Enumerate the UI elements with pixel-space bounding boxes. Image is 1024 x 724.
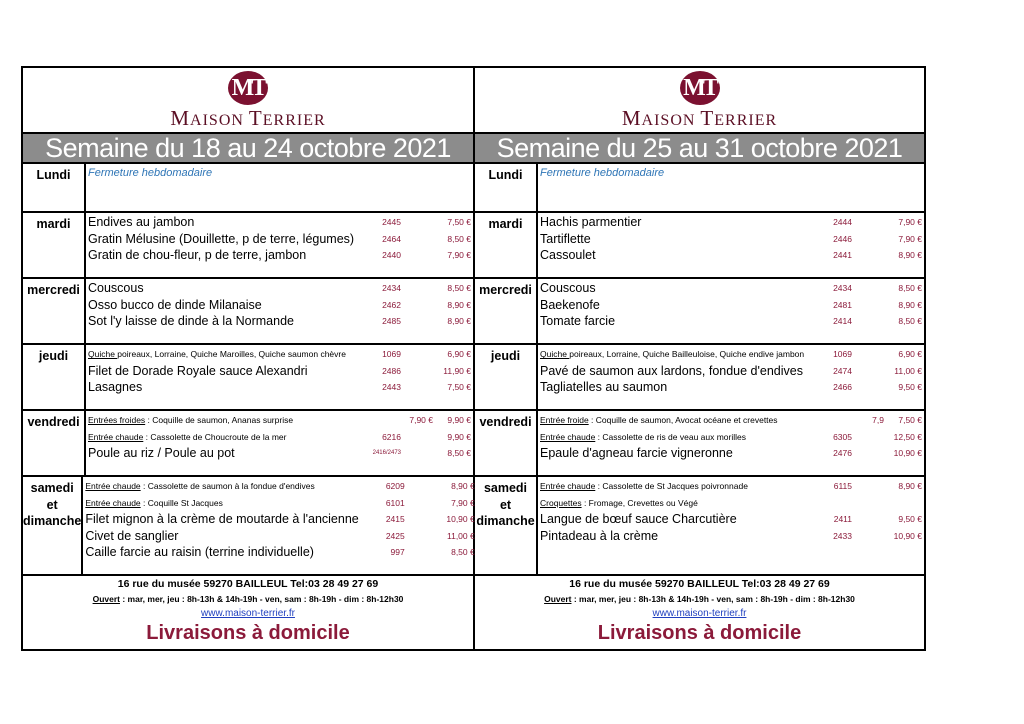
opening-hours	[23, 592, 473, 606]
day-block	[475, 164, 924, 213]
day-label-line: vendredi	[479, 415, 532, 429]
dish-list	[86, 411, 473, 475]
dish-name	[538, 232, 806, 246]
day-label-line: mercredi	[27, 283, 80, 297]
delivery-banner: Livraisons à domicile	[146, 622, 350, 644]
day-block	[23, 279, 473, 345]
dish-price: 9,90 €	[447, 431, 471, 442]
dish-list	[538, 477, 924, 574]
brand-name	[622, 106, 777, 131]
dish-code: 6101	[385, 497, 405, 508]
dish-row	[86, 445, 473, 462]
dish-code: 2434	[833, 283, 852, 294]
dish-name	[86, 446, 355, 460]
dish-name	[538, 432, 806, 442]
day-label	[23, 411, 86, 475]
dish-text: Tartiflette	[540, 231, 591, 246]
dish-text: Lasagnes	[88, 380, 143, 395]
day-label	[475, 411, 538, 475]
dish-price: 8,90 €	[898, 481, 922, 492]
dish-price: 8,50 €	[447, 283, 471, 294]
dish-row	[86, 379, 473, 396]
dish-text: : Cassolette de ris de veau aux morilles	[595, 431, 747, 442]
dish-price: 11,00 €	[894, 365, 922, 376]
dish-text: : Fromage, Crevettes ou Végé	[581, 497, 698, 508]
dish-list	[538, 279, 924, 343]
brand-name-part: M	[621, 106, 642, 130]
day-block	[23, 213, 473, 279]
dish-code: 2441	[833, 250, 852, 261]
dish-row	[86, 214, 473, 231]
day-block	[23, 477, 473, 576]
dish-price: 10,90 €	[893, 448, 922, 459]
dish-row	[83, 528, 476, 545]
dish-code: 6216	[382, 431, 401, 442]
dish-category: Entrée chaude	[540, 481, 596, 492]
dish-text: poireaux, Lorraine, Quiche Bailleuloise, Quiche endive jambon	[569, 349, 805, 360]
dish-price: 7,50 €	[447, 217, 471, 228]
day-label-line: mardi	[488, 217, 523, 231]
day-label	[23, 213, 86, 277]
dish-code: 6305	[833, 431, 852, 442]
week-title: Semaine du 18 au 24 octobre 2021	[23, 132, 473, 164]
dish-row	[86, 297, 473, 314]
dish-price: 7,90 €	[898, 217, 922, 228]
dish-name	[538, 529, 806, 543]
dish-code: 997	[390, 547, 405, 558]
dish-row	[86, 346, 473, 363]
dish-name	[538, 349, 806, 359]
dish-unit-price: 7,9	[872, 415, 884, 426]
logo-monogram: MT	[680, 71, 720, 105]
dish-code: 2462	[382, 299, 401, 310]
dish-row	[538, 478, 924, 495]
dish-price: 8,90 €	[447, 316, 471, 327]
dish-code: 2486	[382, 365, 401, 376]
brand-name-part: AISON	[641, 112, 701, 129]
dish-name	[538, 446, 806, 460]
dish-text: Poule au riz / Poule au pot	[88, 446, 235, 461]
dish-text: : Cassolette de Choucroute de la mer	[143, 431, 287, 442]
dish-code: 2414	[833, 316, 852, 327]
logo	[475, 68, 924, 132]
day-label-line: dimanche	[23, 514, 82, 528]
dish-code: 2440	[382, 250, 401, 261]
day-label	[475, 279, 538, 343]
website-link[interactable]: www.maison-terrier.fr	[201, 608, 295, 619]
dish-price: 6,90 €	[898, 349, 922, 360]
dish-row	[538, 528, 924, 545]
dish-row	[538, 247, 924, 264]
week-title: Semaine du 25 au 31 octobre 2021	[475, 132, 924, 164]
dish-name	[538, 415, 806, 425]
footer	[23, 576, 473, 645]
day-block	[475, 411, 924, 477]
dish-name	[538, 512, 806, 526]
dish-name	[83, 512, 358, 526]
dish-name	[86, 432, 355, 442]
dish-row	[538, 429, 924, 446]
dish-row	[538, 297, 924, 314]
dish-text: Baekenofe	[540, 297, 600, 312]
dish-name	[86, 364, 355, 378]
dish-list	[538, 164, 924, 211]
dish-name	[86, 415, 355, 425]
dish-text: Langue de bœuf sauce Charcutière	[540, 512, 737, 527]
dish-row	[538, 165, 924, 182]
dish-row	[538, 445, 924, 462]
dish-row	[538, 363, 924, 380]
day-block	[475, 345, 924, 411]
day-label	[475, 477, 538, 574]
dish-row	[83, 478, 476, 495]
dish-row	[86, 429, 473, 446]
dish-text: Gratin de chou-fleur, p de terre, jambon	[88, 248, 307, 263]
dish-text: Filet mignon à la crème de moutarde à l'ancienne	[85, 512, 359, 527]
dish-name	[538, 364, 806, 378]
dish-code: 2476	[833, 448, 852, 459]
dish-category: Entrée chaude	[540, 431, 596, 442]
dish-text: Couscous	[88, 281, 144, 296]
day-label-line: et	[499, 497, 512, 512]
dish-row	[83, 511, 476, 528]
dish-name	[86, 167, 355, 179]
dish-text: : Cassolette de St Jacques poivronnade	[595, 481, 748, 492]
logo	[23, 68, 473, 132]
dish-code: 2443	[382, 382, 401, 393]
dish-row	[538, 280, 924, 297]
dish-text: Fermeture hebdomadaire	[540, 167, 665, 180]
dish-row	[538, 214, 924, 231]
dish-list	[86, 345, 473, 409]
dish-name	[538, 281, 806, 295]
dish-text: Cassoulet	[540, 248, 596, 263]
dish-name	[538, 314, 806, 328]
dish-category: Entrée chaude	[85, 497, 141, 508]
dish-code: 6115	[833, 481, 852, 492]
hours-text: : mar, mer, jeu : 8h-13h & 14h-19h - ven, sam : 8h-19h - dim : 8h-12h30	[571, 594, 855, 604]
dish-code: 2416/2473	[372, 450, 401, 457]
dish-text: Civet de sanglier	[85, 528, 179, 543]
day-label	[23, 164, 86, 211]
dish-code: 2425	[385, 530, 405, 541]
dish-code: 2434	[382, 283, 401, 294]
dish-row	[83, 544, 476, 561]
dish-price: 11,00 €	[447, 530, 475, 541]
day-block	[475, 213, 924, 279]
website-link[interactable]: www.maison-terrier.fr	[652, 608, 747, 619]
brand-name-part: AISON	[190, 112, 249, 129]
dish-text: Couscous	[540, 281, 596, 296]
dish-text: Pintadeau à la crème	[540, 528, 659, 543]
dish-unit-price: 7,90 €	[409, 415, 433, 426]
address: 16 rue du musée 59270 BAILLEUL Tel:03 28 49 27 69	[117, 578, 379, 590]
dish-list	[86, 279, 473, 343]
dish-text: Osso bucco de dinde Milanaise	[88, 297, 262, 312]
brand-name	[170, 106, 325, 131]
dish-row	[86, 231, 473, 248]
dish-name	[83, 481, 358, 491]
delivery-banner: Livraisons à domicile	[597, 622, 802, 644]
dish-name	[538, 167, 806, 179]
dish-price: 8,90 €	[451, 481, 475, 492]
dish-name	[538, 498, 806, 508]
dish-row	[86, 247, 473, 264]
day-label-line: Lundi	[36, 168, 71, 182]
day-block	[23, 345, 473, 411]
dish-name	[86, 281, 355, 295]
dish-text: poireaux, Lorraine, Quiche Maroilles, Quiche saumon chèvre	[117, 349, 346, 360]
hours-text: : mar, mer, jeu : 8h-13h & 14h-19h - ven, sam : 8h-19h - dim : 8h-12h30	[119, 594, 404, 604]
dish-name	[86, 248, 355, 262]
dish-text: : Cassolette de saumon à la fondue d'endives	[140, 481, 315, 492]
dish-text: : Coquille de saumon, Avocat océane et crevettes	[588, 415, 778, 426]
footer	[475, 576, 924, 645]
dish-code: 2411	[833, 514, 852, 525]
dish-name	[538, 481, 806, 491]
dish-price: 7,50 €	[898, 415, 922, 426]
dish-price: 8,90 €	[898, 299, 922, 310]
dish-code: 2464	[382, 233, 401, 244]
dish-price: 9,50 €	[898, 514, 922, 525]
day-label-line: vendredi	[27, 415, 80, 429]
dish-row	[538, 379, 924, 396]
dish-text: Sot l'y laisse de dinde à la Normande	[88, 314, 294, 329]
dish-price: 8,50 €	[451, 547, 475, 558]
day-block	[475, 279, 924, 345]
dish-row	[86, 165, 473, 182]
dish-price: 9,90 €	[447, 415, 471, 426]
day-label-line: jeudi	[38, 349, 69, 363]
brand-name-part: T	[248, 106, 263, 130]
dish-text: Epaule d'agneau farcie vigneronne	[540, 446, 733, 461]
dish-price: 7,90 €	[898, 233, 922, 244]
week-panel	[475, 68, 924, 649]
dish-code: 2415	[385, 514, 405, 525]
dish-code: 2481	[833, 299, 852, 310]
dish-name	[83, 545, 358, 559]
dish-row	[86, 280, 473, 297]
brand-name-part: ERRIER	[262, 112, 326, 129]
dish-category: Entrée chaude	[85, 481, 141, 492]
dish-text: Tagliatelles au saumon	[540, 380, 668, 395]
dish-price: 8,50 €	[447, 233, 471, 244]
dish-row	[538, 495, 924, 512]
dish-row	[86, 363, 473, 380]
week-panel	[23, 68, 475, 649]
dish-code: 2433	[833, 530, 852, 541]
dish-name	[86, 298, 355, 312]
day-label-line: dimanche	[476, 514, 535, 528]
dish-category: Entrée froide	[540, 415, 589, 426]
dish-price: 7,50 €	[447, 382, 471, 393]
brand-name-part: ERRIER	[714, 112, 778, 129]
dish-price: 8,50 €	[898, 283, 922, 294]
dish-text: Fermeture hebdomadaire	[88, 167, 213, 180]
dish-text: : Coquille de saumon, Ananas surprise	[145, 415, 294, 426]
dish-code: 2474	[833, 365, 852, 376]
dish-text: Gratin Mélusine (Douillette, p de terre, légumes)	[88, 231, 355, 246]
dish-name	[83, 529, 358, 543]
dish-price: 7,90 €	[451, 497, 475, 508]
dish-price: 9,50 €	[898, 382, 922, 393]
dish-row	[538, 346, 924, 363]
dish-name	[86, 232, 355, 246]
dish-name	[86, 314, 355, 328]
dish-price: 8,90 €	[898, 250, 922, 261]
dish-code: 6209	[385, 481, 405, 492]
dish-name	[86, 215, 355, 229]
day-label-line: Lundi	[488, 168, 523, 182]
dish-name	[538, 215, 806, 229]
dish-code: 2444	[833, 217, 852, 228]
dish-category: Quiche	[88, 349, 118, 360]
dish-text: Endives au jambon	[88, 215, 195, 230]
dish-text: Caille farcie au raisin (terrine individuelle)	[85, 545, 314, 560]
dish-name	[86, 349, 355, 359]
dish-price: 10,90 €	[446, 514, 475, 525]
dish-price: 6,90 €	[447, 349, 471, 360]
day-label	[23, 279, 86, 343]
dish-code: 2445	[382, 217, 401, 228]
dish-row	[538, 511, 924, 528]
menu-sheet	[21, 66, 926, 651]
dish-name	[538, 248, 806, 262]
day-label-line: samedi	[483, 481, 528, 495]
dish-price: 11,90 €	[443, 365, 471, 376]
dish-name	[83, 498, 358, 508]
dish-list	[86, 213, 473, 277]
dish-code: 2485	[382, 316, 401, 327]
dish-price: 12,50 €	[893, 431, 922, 442]
day-label	[23, 345, 86, 409]
address: 16 rue du musée 59270 BAILLEUL Tel:03 28 49 27 69	[569, 578, 830, 590]
dish-list	[83, 477, 476, 574]
brand-name-part: T	[700, 106, 715, 130]
opening-hours	[475, 592, 924, 606]
dish-row	[538, 231, 924, 248]
dish-code: 2466	[833, 382, 852, 393]
brand-name-part: M	[170, 106, 191, 130]
dish-price: 8,50 €	[898, 316, 922, 327]
dish-row	[538, 412, 924, 429]
logo-monogram: MT	[228, 71, 268, 105]
day-label	[475, 213, 538, 277]
dish-row	[86, 313, 473, 330]
dish-text: Pavé de saumon aux lardons, fondue d'endives	[540, 363, 803, 378]
day-label	[475, 164, 538, 211]
day-label-line: et	[46, 497, 58, 512]
dish-code: 2446	[833, 233, 852, 244]
dish-list	[538, 345, 924, 409]
day-label-line: mercredi	[479, 283, 532, 297]
day-label-line: samedi	[30, 481, 74, 495]
dish-text: : Coquille St Jacques	[140, 497, 223, 508]
day-label-line: jeudi	[490, 349, 521, 363]
dish-list	[538, 411, 924, 475]
day-label	[475, 345, 538, 409]
day-block	[475, 477, 924, 576]
dish-name	[538, 380, 806, 394]
dish-name	[86, 380, 355, 394]
dish-text: Hachis parmentier	[540, 215, 642, 230]
dish-code: 1069	[382, 349, 401, 360]
dish-price: 10,90 €	[893, 530, 922, 541]
day-label	[23, 477, 83, 574]
dish-code: 1069	[833, 349, 852, 360]
dish-category: Quiche	[540, 349, 570, 360]
dish-row	[86, 412, 473, 429]
dish-name	[538, 298, 806, 312]
dish-text: Filet de Dorade Royale sauce Alexandri	[88, 363, 308, 378]
dish-category: Entrée chaude	[88, 431, 144, 442]
hours-label: Ouvert	[92, 594, 120, 604]
day-block	[23, 411, 473, 477]
dish-price: 8,90 €	[447, 299, 471, 310]
dish-list	[86, 164, 473, 211]
day-block	[23, 164, 473, 213]
dish-price: 8,50 €	[447, 448, 471, 459]
dish-list	[538, 213, 924, 277]
dish-category: Entrées froides	[88, 415, 146, 426]
dish-category: Croquettes	[540, 497, 582, 508]
dish-row	[83, 495, 476, 512]
dish-price: 7,90 €	[447, 250, 471, 261]
hours-label: Ouvert	[544, 594, 572, 604]
dish-text: Tomate farcie	[540, 314, 616, 329]
day-label-line: mardi	[36, 217, 71, 231]
dish-row	[538, 313, 924, 330]
